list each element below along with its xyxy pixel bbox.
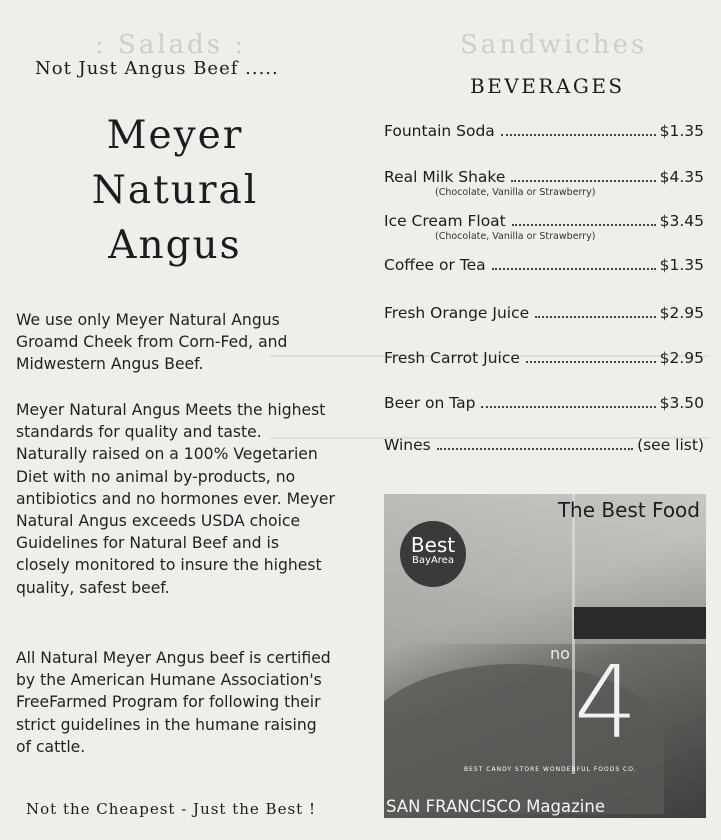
item-price: $3.50 xyxy=(659,394,704,412)
item-name: Real Milk Shake xyxy=(384,168,506,186)
brand-line: Meyer xyxy=(106,113,244,158)
item-price: $3.45 xyxy=(659,212,704,230)
tagline-top: Not Just Angus Beef ..... xyxy=(35,58,279,79)
badge-title: Best xyxy=(410,533,456,557)
beverage-item xyxy=(384,394,704,412)
brand-line: Natural xyxy=(91,168,259,213)
quality-paragraph: Meyer Natural Angus Meets the highest standards for quality and taste. Naturally raised on a 100% Vegetarien Diet with no animal by-products, no antibiotics and no hormones ever. Meyer Natural Angus exceeds USDA choice Guidelines for Natural Beef and is closely monitored to insure the highest quality, safest beef. xyxy=(16,401,335,597)
item-price: (see list) xyxy=(637,436,704,454)
beverages-title: BEVERAGES xyxy=(470,74,625,98)
issue-prefix: no xyxy=(550,644,570,663)
cover-headline: The Best Food xyxy=(557,498,700,522)
leader-dots xyxy=(512,224,656,226)
beverage-item xyxy=(384,304,704,322)
beverage-item xyxy=(384,256,704,274)
item-name: Fountain Soda xyxy=(384,122,495,140)
issue-number: 4 xyxy=(574,644,638,761)
item-note: (Chocolate, Vanilla or Strawberry) xyxy=(435,187,596,198)
item-price: $2.95 xyxy=(659,304,704,322)
leader-dots xyxy=(437,448,633,450)
item-name: Wines xyxy=(384,436,431,454)
magazine-name: SAN FRANCISCO Magazine xyxy=(386,797,605,816)
leader-dots xyxy=(526,361,656,363)
leader-dots xyxy=(481,406,655,408)
certification-paragraph: All Natural Meyer Angus beef is certified by the American Humane Association's FreeFarmed Program for following their strict guidelines in the humane raising of cattle. xyxy=(16,649,331,756)
beverage-item xyxy=(384,349,704,367)
item-note: (Chocolate, Vanilla or Strawberry) xyxy=(435,231,596,242)
badge-subtitle: BayArea xyxy=(412,555,454,566)
leader-dots xyxy=(501,134,656,136)
cover-dark-band xyxy=(574,607,706,639)
cover-small-text: BEST CANDY STORE WONDERFUL FOODS CO. xyxy=(464,766,637,773)
best-bay-area-badge xyxy=(400,521,466,587)
bleed-through-text: : Salads : xyxy=(95,30,247,60)
brand-title xyxy=(0,108,350,273)
beverage-item xyxy=(384,212,704,242)
magazine-cover-image xyxy=(384,494,706,818)
item-name: Fresh Orange Juice xyxy=(384,304,530,322)
item-price: $4.35 xyxy=(659,168,704,186)
item-name: Beer on Tap xyxy=(384,394,476,412)
beverage-item xyxy=(384,168,704,198)
item-price: $2.95 xyxy=(659,349,704,367)
item-name: Ice Cream Float xyxy=(384,212,506,230)
beverage-item xyxy=(384,436,704,454)
item-price: $1.35 xyxy=(659,122,704,140)
intro-paragraph: We use only Meyer Natural Angus Groamd Cheek from Corn-Fed, and Midwestern Angus Beef. xyxy=(16,311,288,374)
brand-line: Angus xyxy=(108,223,242,268)
item-name: Coffee or Tea xyxy=(384,256,486,274)
leader-dots xyxy=(492,268,656,270)
leader-dots xyxy=(535,316,655,318)
item-name: Fresh Carrot Juice xyxy=(384,349,520,367)
bleed-through-text: Sandwiches xyxy=(460,30,648,60)
leader-dots xyxy=(511,180,655,182)
tagline-bottom: Not the Cheapest - Just the Best ! xyxy=(26,800,316,818)
beverage-item xyxy=(384,122,704,140)
item-price: $1.35 xyxy=(659,256,704,274)
